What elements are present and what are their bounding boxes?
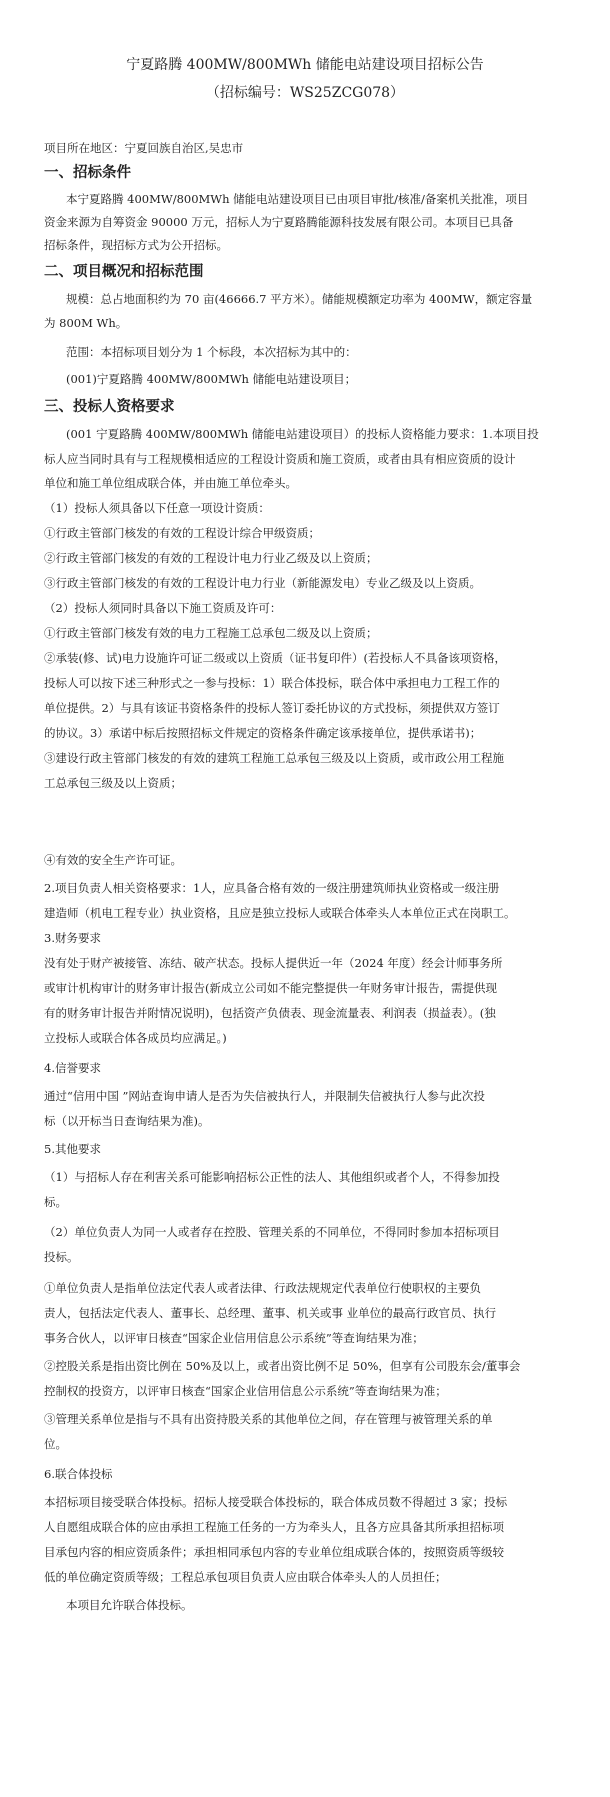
- section-1-heading: 一、招标条件: [44, 165, 131, 181]
- section-3-heading: 三、投标人资格要求: [44, 399, 175, 415]
- design-qualification-heading: （1）投标人须具备以下任意一项设计资质：: [44, 501, 270, 515]
- finance-heading: 3.财务要求: [44, 931, 101, 945]
- project-location: 项目所在地区：宁夏回族自治区,吴忠市: [44, 141, 244, 155]
- tender-code: （招标编号：WS25ZCG078）: [205, 85, 405, 101]
- construction-qualification-heading: （2）投标人须同时具备以下施工资质及许可：: [44, 601, 282, 615]
- consortium-allowed: 本项目允许联合体投标。: [66, 1598, 193, 1612]
- consortium-heading: 6.联合体投标: [44, 1467, 113, 1481]
- other-requirements-heading: 5.其他要求: [44, 1142, 101, 1156]
- section-2-lot: (001)宁夏路腾 400MW/800MWh 储能电站建设项目；: [66, 372, 357, 386]
- safety-license: ④有效的安全生产许可证。: [44, 853, 182, 867]
- section-2-heading: 二、项目概况和招标范围: [44, 264, 204, 280]
- section-2-scope: 范围：本招标项目划分为 1 个标段，本次招标为其中的：: [66, 345, 357, 359]
- construction-item-1: ①行政主管部门核发有效的电力工程施工总承包二级及以上资质；: [44, 626, 378, 640]
- notice-title: 宁夏路腾 400MW/800MWh 储能电站建设项目招标公告: [126, 57, 484, 73]
- credit-heading: 4.信誉要求: [44, 1061, 101, 1075]
